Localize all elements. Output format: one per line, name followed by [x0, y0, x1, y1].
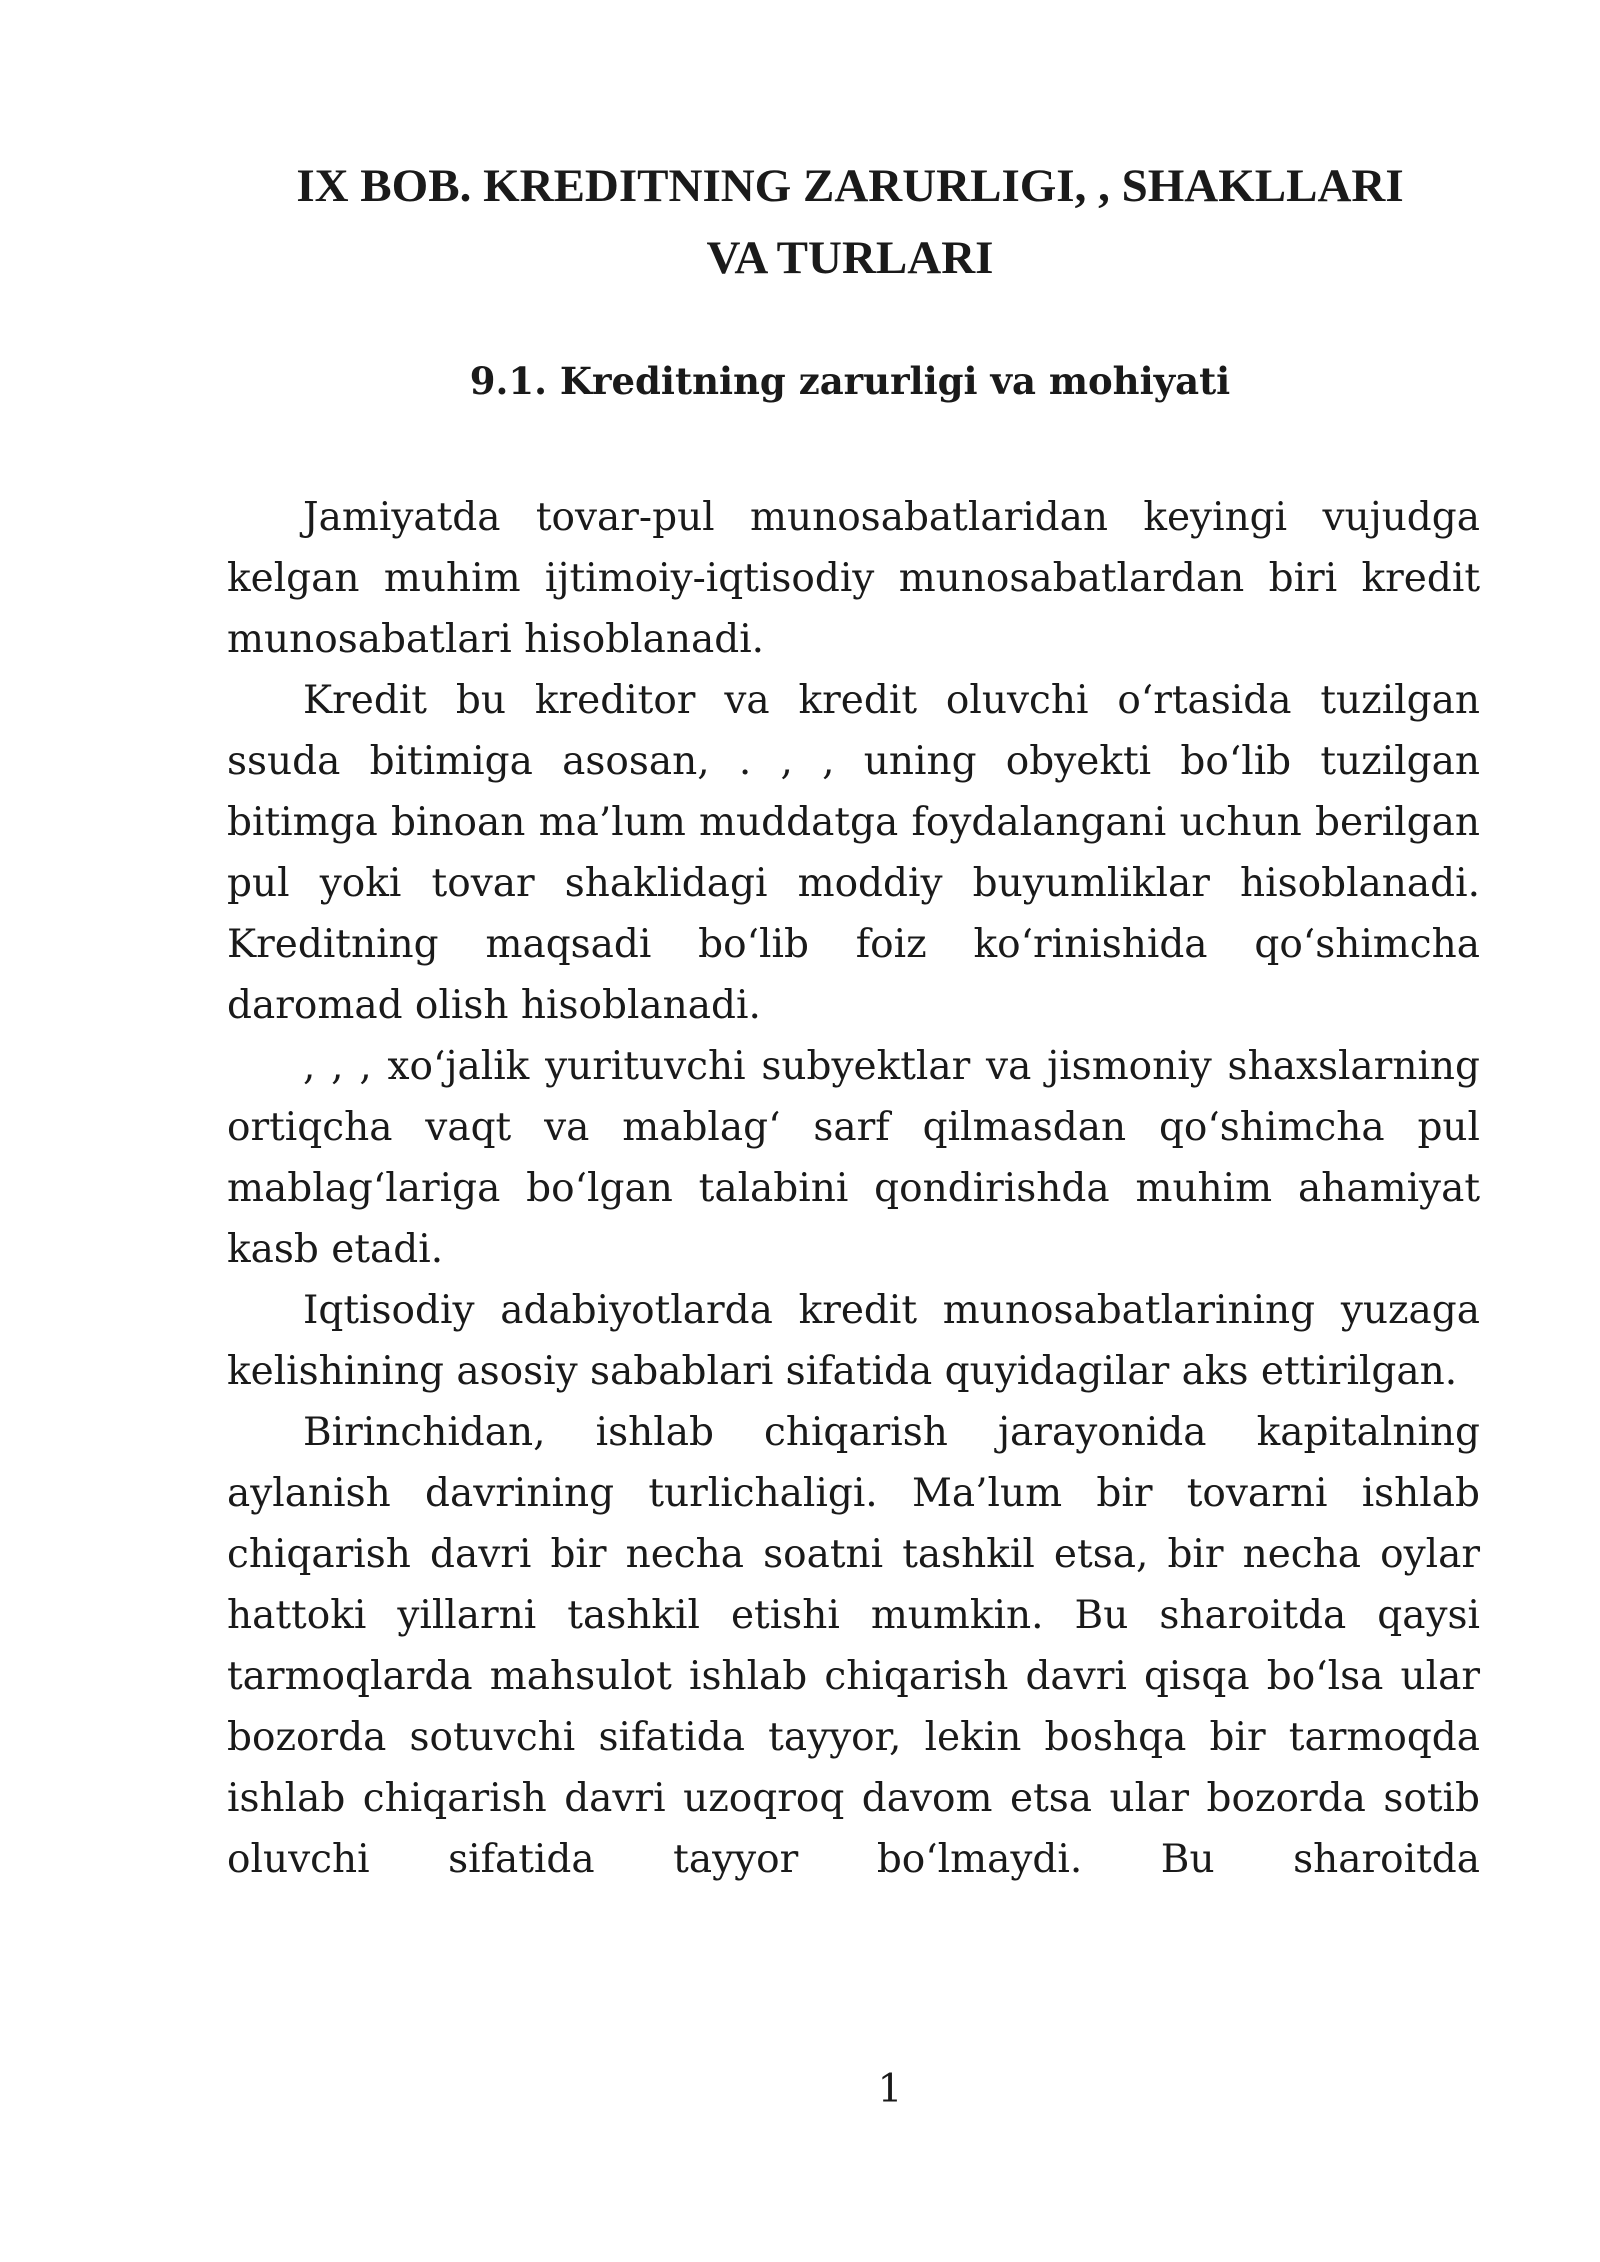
- section-title: 9.1. Kreditning zarurligi va mohiyati: [469, 359, 1231, 403]
- page-number: 1: [877, 2067, 903, 2112]
- chapter-title: [200, 150, 1500, 294]
- chapter-title-line-2: VA TURLARI: [706, 232, 994, 284]
- body-text: [227, 487, 1480, 1890]
- paragraph-1: Jamiyatda tovar-pul munosabatlaridan keyingi vujudga kelgan muhim ijtimoiy-iqtisodiy munosabatlardan biri kredit munosabatlari hisoblanadi.: [227, 495, 1480, 662]
- paragraph-5: Birinchidan, ishlab chiqarish jarayonida kapitalning aylanish davrining turlichaligi. Ma’lum bir tovarni ishlab chiqarish davri bir necha soatni tashkil etsa, bir necha oylar hattoki yillarni tashkil etishi mumkin. Bu sharoitda qaysi tarmoqlarda mahsulot ishlab chiqarish davri qisqa bo‘lsa ular bozorda sotuvchi sifatida tayyor, lekin boshqa bir tarmoqda ishlab chiqarish davri uzoqroq davom etsa ular bozorda sotib oluvchi sifatida tayyor bo‘lmaydi. Bu sharoitda: [227, 1410, 1480, 1882]
- paragraph-3: , , , xo‘jalik yurituvchi subyektlar va jismoniy shaxslarning ortiqcha vaqt va mablag‘ sarf qilmasdan qo‘shimcha pul mablag‘lariga bo‘lgan talabini qondirishda muhim ahamiyat kasb etadi.: [227, 1044, 1480, 1272]
- chapter-title-line-1: IX BOB. KREDITNING ZARURLIGI, , SHAKLLARI: [296, 160, 1404, 212]
- paragraph-4: Iqtisodiy adabiyotlarda kredit munosabatlarining yuzaga kelishining asosiy sabablari sifatida quyidagilar aks ettirilgan.: [227, 1288, 1480, 1394]
- paragraph-2: Kredit bu kreditor va kredit oluvchi o‘rtasida tuzilgan ssuda bitimiga asosan, . , , uning obyekti bo‘lib tuzilgan bitimga binoan ma’lum muddatga foydalangani uchun berilgan pul yoki tovar shaklidagi moddiy buyumliklar hisoblanadi. Kreditning maqsadi bo‘lib foiz ko‘rinishida qo‘shimcha daromad olish hisoblanadi.: [227, 678, 1480, 1028]
